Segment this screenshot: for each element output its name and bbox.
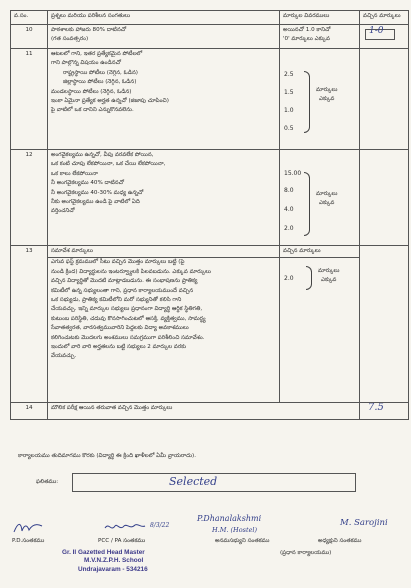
sports-marks-scale — [280, 49, 360, 150]
row-sports — [11, 49, 409, 150]
brace-label-line: ఎక్కువ — [320, 277, 337, 283]
points-value: 4.0 — [284, 206, 294, 213]
criteria-line: ఇందులో వారి వారి అర్హతలను బట్టి సభ్యులు 2 మార్కుల వరకు — [51, 344, 187, 351]
attendance-marks-rule — [280, 25, 360, 49]
divider — [280, 257, 359, 258]
member-signature-name: P.Dhanalakshmi — [197, 514, 262, 523]
brace-mark — [306, 266, 312, 290]
criteria-line: ఎగువ ఫస్ట్ క్రమములో సీటు వచ్చిన మొత్తం మార్కులు బట్టి (పై — [51, 259, 185, 266]
disability-criteria — [48, 150, 280, 246]
interview-marks-header: వచ్చిన మార్కులు — [283, 248, 321, 254]
serial-number: 12 — [11, 150, 48, 246]
points-value: 0.5 — [284, 125, 294, 132]
total-marks-obtained — [360, 403, 409, 420]
criteria-line: సేవాతత్వరత, వారసత్వమువారిని పెద్దలకు విద్యా అవకాశములు — [51, 325, 189, 332]
marks-rule-line: '0' మార్కులు ఎక్కువ — [283, 36, 331, 43]
criteria-line: ఒక సభ్యుడు, ప్రాతిక్య కమిటీలోని మరో సభ్యునితో కలిసి గాని — [51, 297, 182, 304]
criteria-line: రాష్ట్రస్థాయి పోటీలు (నెగ్గిన, ఓడిన) — [63, 69, 138, 76]
office-stamp — [62, 549, 148, 574]
interview-body — [48, 257, 279, 361]
criteria-line: నీ అంగవైకల్యము 40% దాటినచో — [51, 180, 124, 187]
criteria-line: చేయవచ్చు. ఇన్ని మార్కుల సభ్యులు ప్రధానంగా విద్యార్థి ఆర్థిక స్థితిగతి, — [51, 306, 203, 313]
row-attendance — [11, 25, 409, 49]
handwritten-total: 7.5 — [368, 402, 384, 413]
criteria-line: కమిటీలో ఉన్న సభ్యులంతా గాని, ప్రధాన కార్యాలయముందే వచ్చిన — [51, 287, 194, 294]
brace-label-line: మార్కులు — [318, 268, 340, 274]
marks-table — [10, 10, 409, 420]
points-value: 15.00 — [284, 170, 302, 177]
brace-mark — [304, 71, 310, 133]
row-disability — [11, 150, 409, 246]
points-value: 1.5 — [284, 89, 294, 96]
member-signature-label: అనమసభ్యుని సంతకము — [215, 538, 270, 544]
serial-number: 11 — [11, 49, 48, 150]
criteria-line: ఒక కాలు లేకపోయినా — [51, 170, 98, 177]
criteria-line: జిల్లాస్థాయి పోటీలు (నెగ్గిన, ఓడిన) — [63, 79, 137, 86]
brace-label — [316, 190, 337, 208]
pcc-signature-label: PCC / PA సంతకము — [98, 538, 146, 544]
criteria-line: అంగవైకల్యము ఉన్నచో, వీపు వరవలేక పోయిన, — [51, 152, 154, 158]
disability-marks-scale — [280, 150, 360, 246]
criteria-line: కుటుంబ పరిస్థితి, చదువు కొనసాగించుటలో ఆసక్తి, వ్యక్తిత్వము, సామర్థ్య — [51, 315, 206, 322]
stamp-line: Undrajavaram - 534216 — [78, 565, 148, 573]
brace-label — [316, 86, 337, 104]
pcc-signature — [103, 519, 147, 538]
interview-title: సమావేశ మార్కులు — [51, 248, 93, 254]
criteria-line: పై వాటిలో ఒక దానిని ఎన్నుకొనవలెను. — [51, 107, 134, 114]
sports-criteria — [48, 49, 280, 150]
pd-signature-label: P.D.సంతకము — [12, 538, 45, 544]
criteria-line: వచ్చిన విద్యార్థితో మొదటి మాట్లాడబడును. ఈ సంభాషణను ప్రాతిక్య — [51, 278, 198, 285]
criteria-line: (గత సంవత్సరం) — [51, 36, 89, 43]
total-marks-label: మౌలిక పరీక్ష ఆయిన తరువాత వచ్చిన మొత్తం మార్కులు — [48, 403, 360, 420]
criteria-line: ఇంకా ఏమైనా ప్రత్యేక అర్హత ఉన్నచో (జిజాపు చూపించి) — [51, 98, 169, 105]
table-header-row — [11, 11, 409, 25]
marks-rule-line: అయినచో 1.0 కానిచో — [283, 27, 331, 33]
criteria-line: నీకు అంగవైకల్యము ఉండి పై వాటిలో ఏది — [51, 199, 140, 206]
pcc-signature-scribble — [103, 520, 147, 534]
serial-number: 14 — [11, 403, 48, 420]
interview-marks-obtained — [360, 246, 409, 403]
result-value: Selected — [169, 475, 218, 488]
criteria-line: వర్తించనిచో — [51, 208, 75, 215]
stamp-line: M.V.N.Z.P.H. School — [84, 557, 144, 565]
stamp-line: Gr. II Gazetted Head Master — [62, 549, 145, 556]
marks-details-header: మార్కుల వివరములు — [280, 11, 360, 25]
disability-marks-obtained — [360, 150, 409, 246]
member-signature-subtitle: H.M. (Hostel) — [212, 526, 258, 534]
points-value: 1.0 — [284, 107, 294, 114]
criteria-line: పాఠశాలకు హాజరు 80% దాటినచో — [51, 27, 127, 33]
pd-signature-scribble — [12, 520, 46, 536]
result-label: ఫలితము: — [36, 479, 59, 485]
points-value: 2.5 — [284, 71, 294, 78]
brace-label-line: ఎక్కువ — [318, 96, 335, 102]
sports-marks-obtained — [360, 49, 409, 150]
brace-label — [318, 267, 339, 285]
marks-obtained-header: వచ్చిన మార్కులు — [360, 11, 409, 25]
result-field — [72, 473, 356, 492]
criteria-line: మండలస్థాయి పోటీలు (నెగ్గిన, ఓడిన) — [51, 88, 132, 95]
points-value: 2.0 — [284, 275, 294, 282]
criteria-line: వేయవచ్చు. — [51, 353, 77, 360]
criteria-line: కలిగించుటకు మొదలగు అంశములు సమగ్రముగా పరిశీలించి సమావేశం. — [51, 334, 205, 341]
question-header: ప్రశ్నలు మరియు పరిశీలన సంగతులు — [48, 11, 280, 25]
row-interview — [11, 246, 409, 403]
brace-label-line: ఎక్కువ — [318, 200, 335, 206]
brace-mark — [304, 172, 310, 236]
president-signature-label: అధ్యక్షుని సంతకము — [318, 538, 362, 544]
signature-date: 8/3/22 — [150, 522, 170, 529]
president-signature-name: M. Sarojini — [340, 518, 388, 528]
handwritten-marks: 1-0 — [369, 26, 384, 36]
points-value: 8.0 — [284, 187, 294, 194]
serial-number: 13 — [11, 246, 48, 403]
criteria-line: ఒక కంటి చూపు లేకపోయినా, ఒక చేయి లేకపోయినా, — [51, 161, 166, 168]
office-use-note: కార్యాలయము తుదిమాగము కొరకు (విద్యార్థి ఈ క్రింది ఖాళీలలో ఏమీ వ్రాయరాదు). — [18, 453, 196, 459]
points-value: 2.0 — [284, 225, 294, 232]
criteria-line: ఆటలలో గాని, ఇతర ప్రత్యేకమైన పోటీలలో — [51, 51, 143, 57]
attendance-criteria — [48, 25, 280, 49]
criteria-line: నీ అంగవైకల్యము 40-30% మధ్య ఉన్నచో — [51, 189, 144, 196]
serial-number: 10 — [11, 25, 48, 49]
attendance-marks-obtained — [360, 25, 409, 49]
head-office-note: (ప్రధాన కార్యాలయము) — [280, 550, 332, 556]
interview-marks-scale — [280, 246, 360, 403]
row-total — [11, 403, 409, 420]
serial-number-header: వ.సం. — [11, 11, 48, 25]
interview-criteria — [48, 246, 280, 403]
brace-label-line: మార్కులు — [316, 191, 338, 197]
brace-label-line: మార్కులు — [316, 87, 338, 93]
criteria-line: గాని పాల్గొన్న విషయం ఉండినచో — [51, 60, 121, 67]
criteria-line: నుండి క్రింద) విద్యార్థులను ఇంటర్వ్యూలకి పిలవబడును. ఎక్కువ మార్కులు — [51, 268, 211, 275]
